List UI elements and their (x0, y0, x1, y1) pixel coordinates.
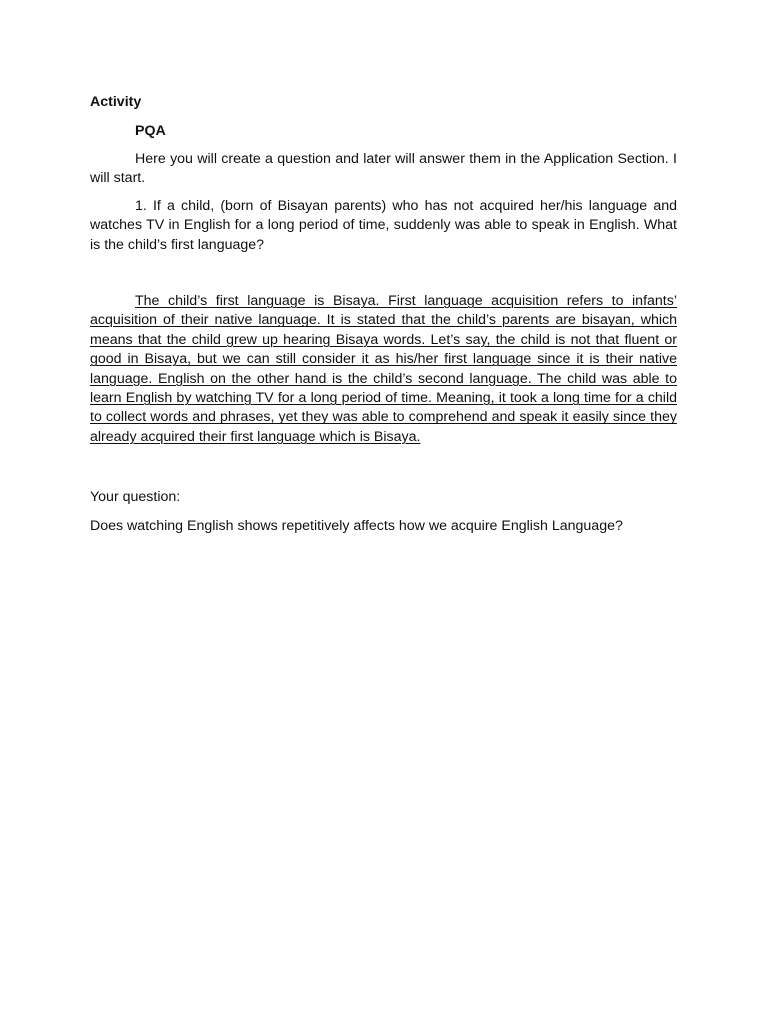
activity-heading: Activity (90, 94, 142, 110)
document-body (90, 92, 677, 536)
example-question-paragraph: 1. If a child, (born of Bisayan parents) who has not acquired her/his language and watches TV in English for a long period of time, suddenly was able to speak in English. What is the child’s first language? (90, 197, 677, 253)
answer-paragraph: The child’s first language is Bisaya. First language acquisition refers to infants’ acquisition of their native language. It is stated that the child’s parents are bisayan, which means that the child grew up hearing Bisaya words. Let’s say, the child is not that fluent or good in Bisaya, but we can still consider it as his/her first language since it is their native language. English on the other hand is the child’s second language. The child was able to learn English by watching TV for a long period of time. Meaning, it took a long time for a child to collect words and phrases, yet they was able to comprehend and speak it easily since they already acquired their first language which is Bisaya. (90, 293, 677, 445)
intro-paragraph: Here you will create a question and later will answer them in the Application Section. I will start. (90, 151, 677, 187)
pqa-subheading: PQA (135, 123, 166, 139)
your-question-label: Your question: (90, 489, 181, 506)
your-question-text: Does watching English shows repetitively affects how we acquire English Language? (90, 518, 623, 535)
